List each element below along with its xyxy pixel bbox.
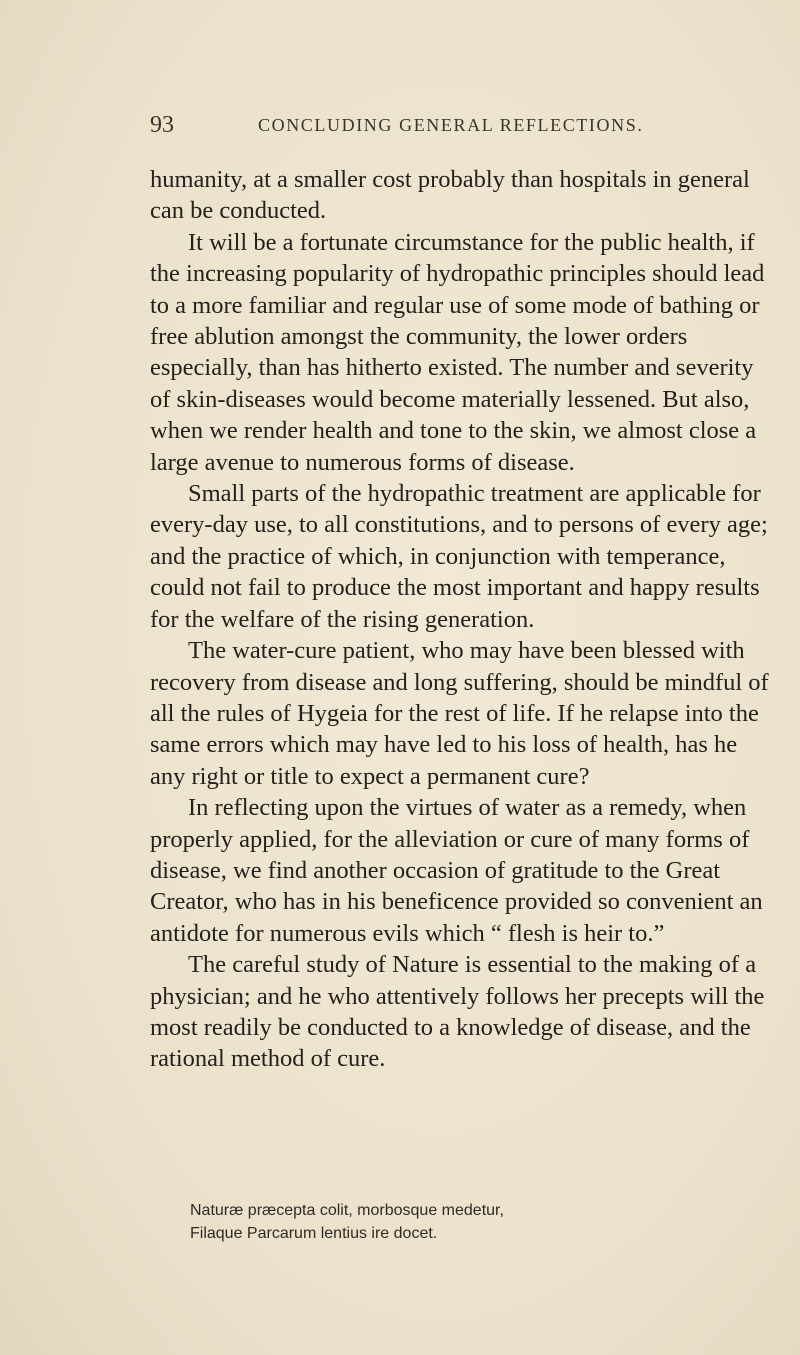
- paragraph-6: The careful study of Nature is essential to the making of a physician; and he who attentively follows her precepts will the most readily be conducted to a knowledge of disease, and the rational method of cure.: [150, 951, 765, 1073]
- latin-quotation: [190, 1199, 750, 1245]
- paragraph-4: The water-cure patient, who may have been blessed with recovery from disease and long suffering, should be mindful of all the rules of Hygeia for the rest of life. If he relapse into the same errors which may have led to his loss of health, has he any right or title to expect a permanent cure?: [150, 637, 769, 790]
- body-text: [150, 164, 770, 1075]
- paragraph-2: It will be a fortunate circumstance for the public health, if the increasing popularity of hydropathic principles should lead to a more familiar and regular use of some mode of bathing or free ablution amongst the community, the lower orders especially, than has hitherto existed. The number and severity of skin-diseases would become materially lessened. But also, when we render health and tone to the skin, we almost close a large avenue to numerous forms of disease.: [150, 228, 765, 476]
- paragraph-1: humanity, at a smaller cost probably than hospitals in general can be conducted.: [150, 166, 750, 225]
- running-head: CONCLUDING GENERAL REFLECTIONS.: [258, 115, 644, 135]
- paragraph-3: Small parts of the hydropathic treatment are applicable for every-day use, to all constitutions, and to persons of every age; and the practice of which, in conjunction with temperance, could not fail to produce the most important and happy results for the welfare of the rising generation.: [150, 480, 768, 633]
- page-header: [150, 112, 770, 142]
- quote-line-1: Naturæ præcepta colit, morbosque medetur,: [190, 1202, 504, 1219]
- page-number: 93: [150, 112, 174, 138]
- quote-line-2: Filaque Parcarum lentius ire docet.: [190, 1225, 438, 1242]
- paragraph-5: In reflecting upon the virtues of water as a remedy, when properly applied, for the alleviation or cure of many forms of disease, we find another occasion of gratitude to the Great Creator, who has in his beneficence provided so convenient an antidote for numerous evils which “ flesh is heir to.”: [150, 794, 763, 947]
